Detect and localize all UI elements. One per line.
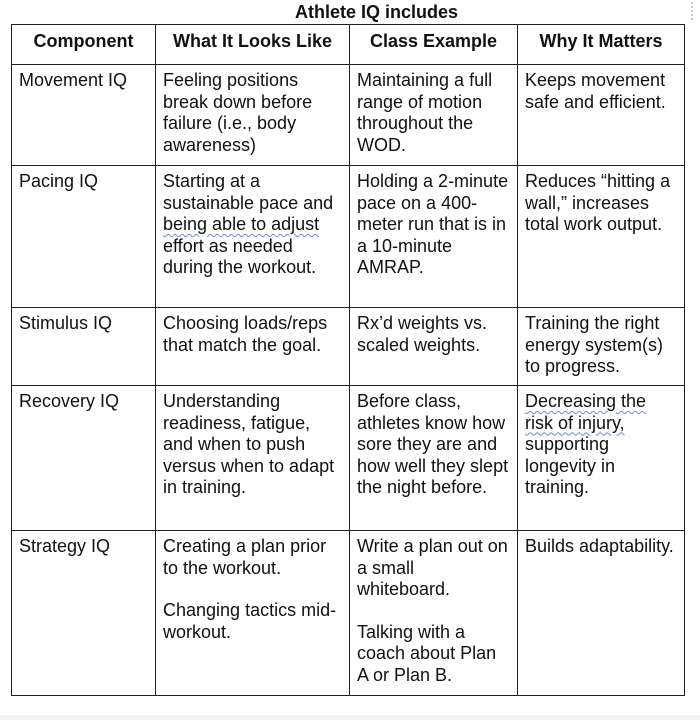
class-example-cell <box>350 166 518 308</box>
table-row <box>12 386 685 531</box>
header-what-it-looks-like: What It Looks Like <box>156 25 350 65</box>
looks-like-cell <box>156 166 350 308</box>
header-why-it-matters: Why It Matters <box>518 25 685 65</box>
cell-text: Feeling positions break down before failure (i.e., body awareness) <box>163 70 313 155</box>
cell-text: Builds adaptability. <box>525 536 674 556</box>
component-cell: Stimulus IQ <box>12 308 156 386</box>
looks-like-cell <box>156 65 350 166</box>
cell-text: Holding a 2-minute pace on a 400-meter run that is in a 10-minute AMRAP. <box>357 171 509 277</box>
page-bottom-edge <box>0 715 700 720</box>
cell-text: Choosing loads/reps that match the goal. <box>163 313 328 355</box>
why-it-matters-cell <box>518 386 685 531</box>
component-cell: Pacing IQ <box>12 166 156 308</box>
component-cell: Recovery IQ <box>12 386 156 531</box>
looks-like-cell <box>156 308 350 386</box>
why-it-matters-cell <box>518 308 685 386</box>
cell-text: Talking with a coach about Plan A or Plan B. <box>357 621 497 685</box>
header-class-example: Class Example <box>350 25 518 65</box>
class-example-cell <box>350 65 518 166</box>
drag-handle-icon[interactable] <box>691 2 697 20</box>
class-example-cell <box>350 386 518 531</box>
component-cell: Movement IQ <box>12 65 156 166</box>
cell-text: Understanding readiness, fatigue, and when to push versus when to adapt in training. <box>163 391 335 497</box>
spellcheck-suggestion-text[interactable]: Decreasing the risk of injury, <box>525 391 647 433</box>
class-example-cell <box>350 531 518 696</box>
table-title: Athlete IQ includes <box>294 2 459 22</box>
table-row <box>12 531 685 696</box>
cell-text: Rx’d weights vs. scaled weights. <box>357 313 488 355</box>
component-cell: Strategy IQ <box>12 531 156 696</box>
table-row <box>12 65 685 166</box>
cell-text: Changing tactics mid-workout. <box>163 600 337 642</box>
cell-text: supporting longevity in training. <box>525 434 616 497</box>
cell-text: Write a plan out on a small whiteboard. <box>357 536 508 599</box>
cell-text: Training the right energy system(s) to progress. <box>525 313 664 376</box>
cell-text: Reduces “hitting a wall,” increases total work output. <box>525 171 671 234</box>
cell-text: Maintaining a full range of motion throughout the WOD. <box>357 70 493 155</box>
spellcheck-suggestion-text[interactable]: being able to adjust <box>163 214 320 234</box>
class-example-cell <box>350 308 518 386</box>
cell-text: Creating a plan prior to the workout. <box>163 536 327 578</box>
cell-text: Starting at a sustainable pace and <box>163 171 334 213</box>
header-component: Component <box>12 25 156 65</box>
why-it-matters-cell <box>518 166 685 308</box>
header-row <box>12 25 685 65</box>
table-row <box>12 166 685 308</box>
cell-text: Before class, athletes know how sore they are and how well they slept the night before. <box>357 391 509 497</box>
athlete-iq-table <box>11 24 685 696</box>
cell-text: effort as needed during the workout. <box>163 235 317 277</box>
why-it-matters-cell <box>518 531 685 696</box>
looks-like-cell <box>156 386 350 531</box>
paragraph-spacer <box>163 579 343 600</box>
paragraph-spacer <box>357 601 511 622</box>
looks-like-cell <box>156 531 350 696</box>
table-row <box>12 308 685 386</box>
why-it-matters-cell <box>518 65 685 166</box>
cell-text: Keeps movement safe and efficient. <box>525 70 666 112</box>
